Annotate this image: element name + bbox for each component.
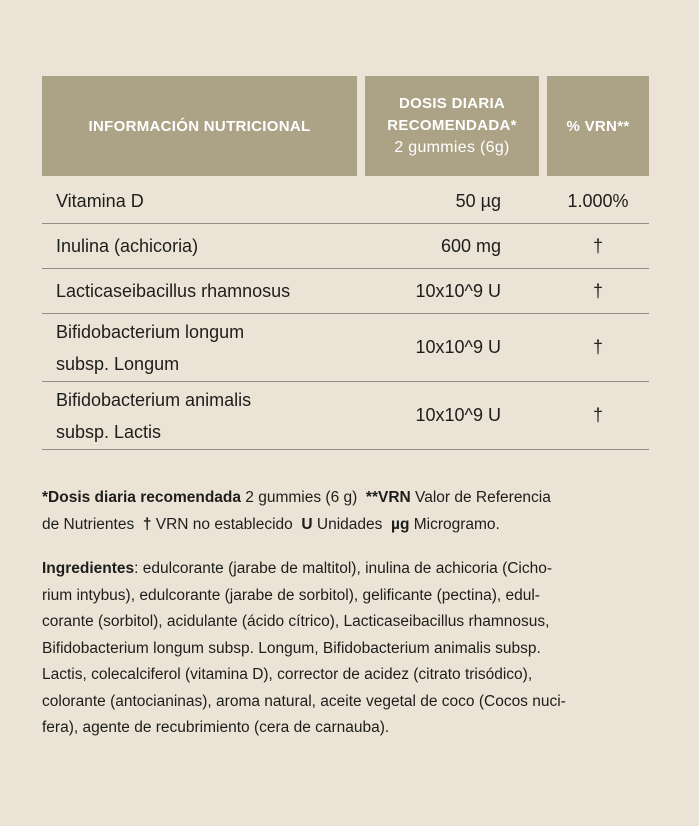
nutrient-name-line2: subsp. Longum — [56, 353, 180, 374]
nutrient-vrn: † — [592, 280, 603, 301]
dagger-value: VRN no establecido — [155, 516, 293, 533]
nutrient-name-line1: Bifidobacterium longum — [56, 321, 245, 342]
table-row — [42, 269, 649, 314]
dagger-label: † — [142, 516, 156, 533]
nutrient-vrn: † — [592, 405, 603, 425]
ingredients-line: fera), agente de recubrimiento (cera de carnauba). — [42, 719, 390, 736]
nutrient-vrn: † — [592, 337, 603, 357]
table-row — [42, 179, 649, 224]
vrn-value: Valor de Referencia — [410, 489, 551, 506]
header-daily-dose — [365, 76, 539, 176]
nutrient-amount: 50 µg — [455, 190, 501, 211]
table-header — [42, 76, 649, 176]
nutrient-amount: 10x10^9 U — [415, 337, 501, 357]
ingredients-line: corante (sorbitol), acidulante (ácido cítrico), Lacticaseibacillus rhamnosus, — [42, 613, 550, 630]
nutrient-amount: 600 mg — [440, 235, 501, 256]
dosis-value: 2 gummies (6 g) — [241, 489, 358, 506]
ingredients-line: Lactis, colecalciferol (vitamina D), corrector de acidez (citrato trisódico), — [42, 666, 533, 683]
microgram-value: Microgramo. — [409, 516, 500, 533]
footnotes — [42, 484, 657, 538]
nutrient-amount: 10x10^9 U — [415, 280, 501, 301]
ingredients-line: Bifidobacterium longum subsp. Longum, Bifidobacterium animalis subsp. — [42, 639, 541, 657]
ingredients-line — [42, 556, 667, 583]
footnote-line1 — [42, 484, 657, 511]
ingredients-line: colorante (antocianinas), aroma natural, aceite vegetal de coco (Cocos nuci- — [42, 692, 566, 710]
vrn-label: **VRN — [365, 489, 411, 506]
nutrient-name: Inulina (achicoria) — [56, 236, 199, 256]
header-daily-dose-line1: DOSIS DIARIA — [398, 95, 506, 112]
nutrient-amount: 10x10^9 U — [415, 405, 501, 425]
nutrient-vrn: 1.000% — [567, 190, 629, 211]
nutrient-name-line2: subsp. Lactis — [56, 421, 162, 442]
header-daily-dose-serving: 2 gummies (6g) — [394, 139, 510, 156]
units-value: Unidades — [312, 516, 383, 533]
dosis-label: *Dosis diaria recomendada — [42, 489, 241, 506]
footnote-line2 — [42, 511, 657, 538]
ingredients-text: : edulcorante (jarabe de maltitol), inulina de achicoria (Cicho- — [134, 560, 553, 577]
nutrient-name: Vitamina D — [56, 191, 144, 211]
ingredients-paragraph — [42, 556, 667, 742]
table-row — [42, 382, 649, 450]
header-nutrition-info: INFORMACIÓN NUTRICIONAL — [42, 76, 357, 176]
nutrient-name-line1: Bifidobacterium animalis — [56, 389, 252, 410]
header-daily-dose-line2: RECOMENDADA* — [387, 117, 517, 134]
ingredients-line: rium intybus), edulcorante (jarabe de sorbitol), gelificante (pectina), edul- — [42, 586, 540, 604]
nutrition-table — [42, 76, 649, 450]
nutrients-text: de Nutrientes — [42, 516, 135, 533]
nutrient-name: Lacticaseibacillus rhamnosus — [56, 281, 291, 301]
header-vrn: % VRN** — [547, 76, 649, 176]
table-row — [42, 314, 649, 382]
nutrient-vrn: † — [592, 235, 603, 256]
nutrient-name — [42, 382, 357, 449]
table-row — [42, 224, 649, 269]
nutrient-name — [42, 314, 357, 381]
ingredients-label: Ingredientes — [42, 560, 135, 577]
microgram-label: µg — [391, 516, 410, 533]
units-label: U — [301, 516, 313, 533]
